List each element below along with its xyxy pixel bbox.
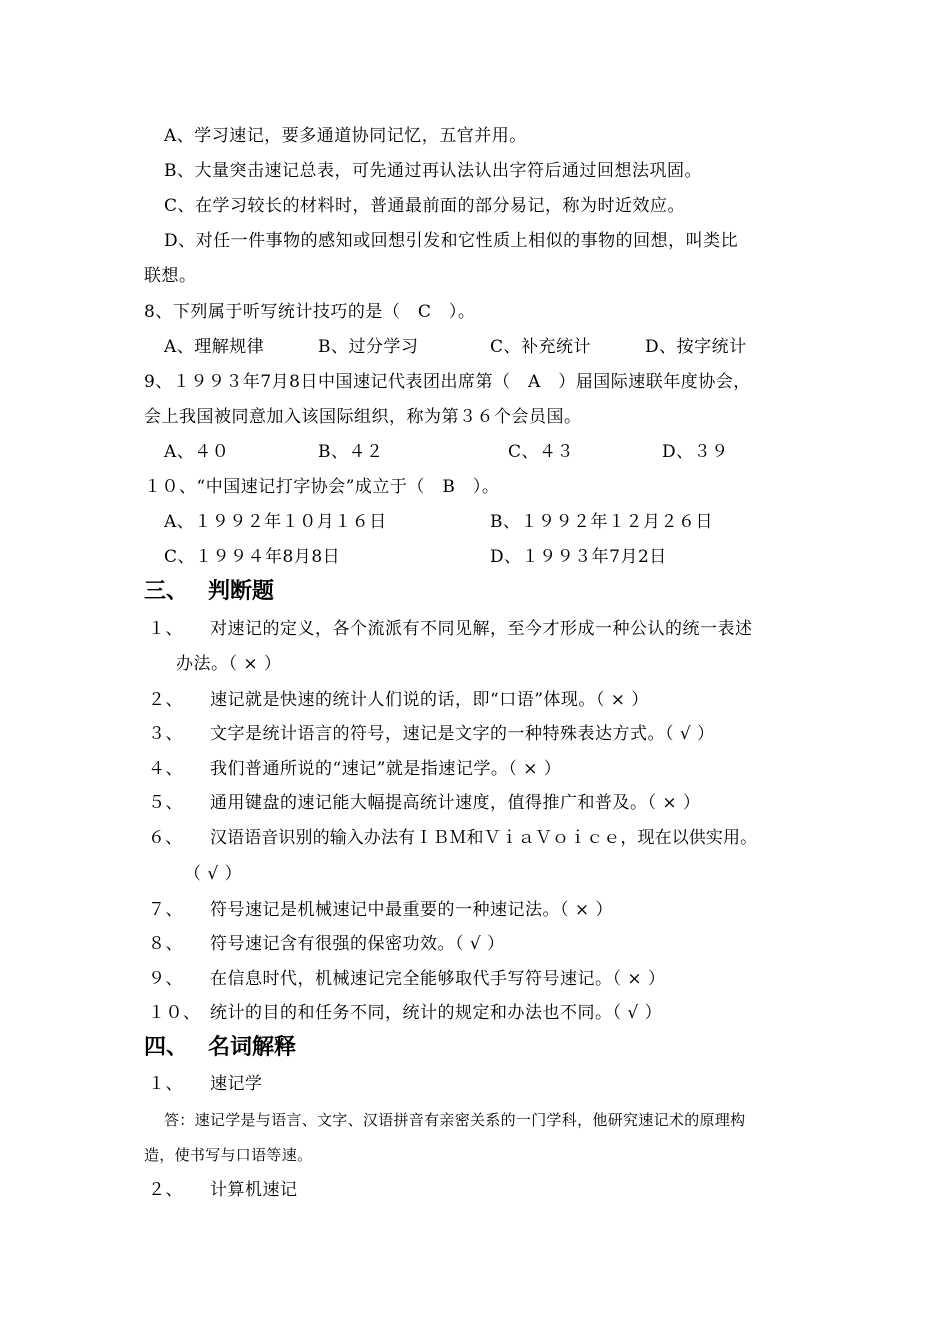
q7-option-d-continued: 联想。	[144, 266, 197, 286]
q9-question: 9、１９９３年7月8日中国速记代表团出席第（ A ）届国际速联年度协会，	[144, 372, 751, 392]
q8-question: 8、下列属于听写统计技巧的是（ C ）。	[144, 302, 476, 322]
q10-option-b: B、１９９２年１２月２６日	[490, 512, 713, 532]
q7-option-c: C、在学习较长的材料时，普通最前面的部分易记，称为时近效应。	[164, 196, 686, 216]
judgement-item-5	[148, 791, 701, 815]
q8-option-b: B、过分学习	[318, 337, 419, 357]
q9-option-d: D、３９	[662, 442, 729, 462]
term-name: 计算机速记	[210, 1180, 298, 1200]
term-item-2	[148, 1178, 298, 1202]
item-text: 对速记的定义，各个流派有不同见解，至今才形成一种公认的统一表述	[210, 619, 753, 639]
item-text: 在信息时代，机械速记完全能够取代手写符号速记。（ × ）	[210, 969, 666, 989]
item-text: 统计的目的和任务不同，统计的规定和办法也不同。（ √ ）	[210, 1003, 663, 1023]
term-name: 速记学	[210, 1074, 263, 1094]
item-text: 速记就是快速的统计人们说的话，即“口语”体现。（ × ）	[210, 690, 649, 710]
item-text: 符号速记含有很强的保密功效。（ √ ）	[210, 934, 505, 954]
judgement-item-6	[148, 826, 757, 850]
item-number: ５、	[148, 793, 183, 813]
item-text: 通用键盘的速记能大幅提高统计速度，值得推广和普及。（ × ）	[210, 793, 701, 813]
q8-option-a: A、理解规律	[164, 337, 265, 357]
judgement-item-10	[148, 1001, 662, 1025]
q7-option-b: B、大量突击速记总表，可先通过再认法认出字符后通过回想法巩固。	[164, 161, 702, 181]
item-number: ２、	[148, 690, 183, 710]
term-item-1-answer-continued: 造，使书写与口语等速。	[144, 1146, 313, 1164]
q10-question: １０、“中国速记打字协会”成立于（ B ）。	[144, 477, 500, 497]
q8-option-d: D、按字统计	[645, 337, 747, 357]
q9-option-a: A、４０	[164, 442, 230, 462]
q9-option-c: C、４３	[508, 442, 575, 462]
item-text: 符号速记是机械速记中最重要的一种速记法。（ × ）	[210, 900, 614, 920]
section-4-number: 四、	[144, 1035, 189, 1060]
judgement-item-4	[148, 757, 561, 781]
judgement-item-1	[148, 617, 753, 641]
item-number: ６、	[148, 828, 183, 848]
item-number: ９、	[148, 969, 183, 989]
item-text: 文字是统计语言的符号，速记是文字的一种特殊表达方式。（ √ ）	[210, 724, 715, 744]
q8-option-c: C、补充统计	[490, 337, 592, 357]
item-text: 我们普通所说的“速记”就是指速记学。（ × ）	[210, 759, 562, 779]
q9-option-b: B、４２	[318, 442, 384, 462]
q9-question-continued: 会上我国被同意加入该国际组织，称为第３６个会员国。	[144, 407, 582, 427]
section-3-number: 三、	[144, 579, 189, 604]
q7-option-d: D、对任一件事物的感知或回想引发和它性质上相似的事物的回想，叫类比	[164, 231, 739, 251]
item-number: ４、	[148, 759, 183, 779]
item-number: ８、	[148, 934, 183, 954]
item-number: ３、	[148, 724, 183, 744]
judgement-item-3	[148, 722, 715, 746]
term-item-1	[148, 1072, 263, 1096]
item-text: 汉语语音识别的输入办法有ＩＢＭ和ＶｉａＶｏｉｃｅ，现在以供实用。	[210, 828, 758, 848]
section-4-title: 名词解释	[208, 1035, 297, 1060]
item-number: ２、	[148, 1180, 183, 1200]
judgement-item-6-continued: （ √ ）	[184, 864, 243, 884]
q7-option-a: A、学习速记，要多通道协同记忆，五官并用。	[164, 126, 527, 146]
judgement-item-7	[148, 898, 613, 922]
section-3-title: 判断题	[208, 579, 275, 604]
judgement-item-8	[148, 932, 505, 956]
term-item-1-answer: 答：速记学是与语言、文字、汉语拼音有亲密关系的一门学科，他研究速记术的原理构	[164, 1111, 746, 1129]
item-number: ７、	[148, 900, 183, 920]
judgement-item-9	[148, 967, 666, 991]
judgement-item-2	[148, 688, 649, 712]
item-number: １０、	[148, 1003, 201, 1023]
item-number: １、	[148, 619, 183, 639]
judgement-item-1-continued: 办法。（ × ）	[176, 654, 282, 674]
section-4-heading	[144, 1034, 296, 1062]
q10-option-c: C、１９９４年8月8日	[164, 547, 341, 567]
item-number: １、	[148, 1074, 183, 1094]
q10-option-a: A、１９９２年１０月１６日	[164, 512, 387, 532]
q10-option-d: D、１９９３年7月2日	[490, 547, 667, 567]
section-3-heading	[144, 578, 274, 606]
